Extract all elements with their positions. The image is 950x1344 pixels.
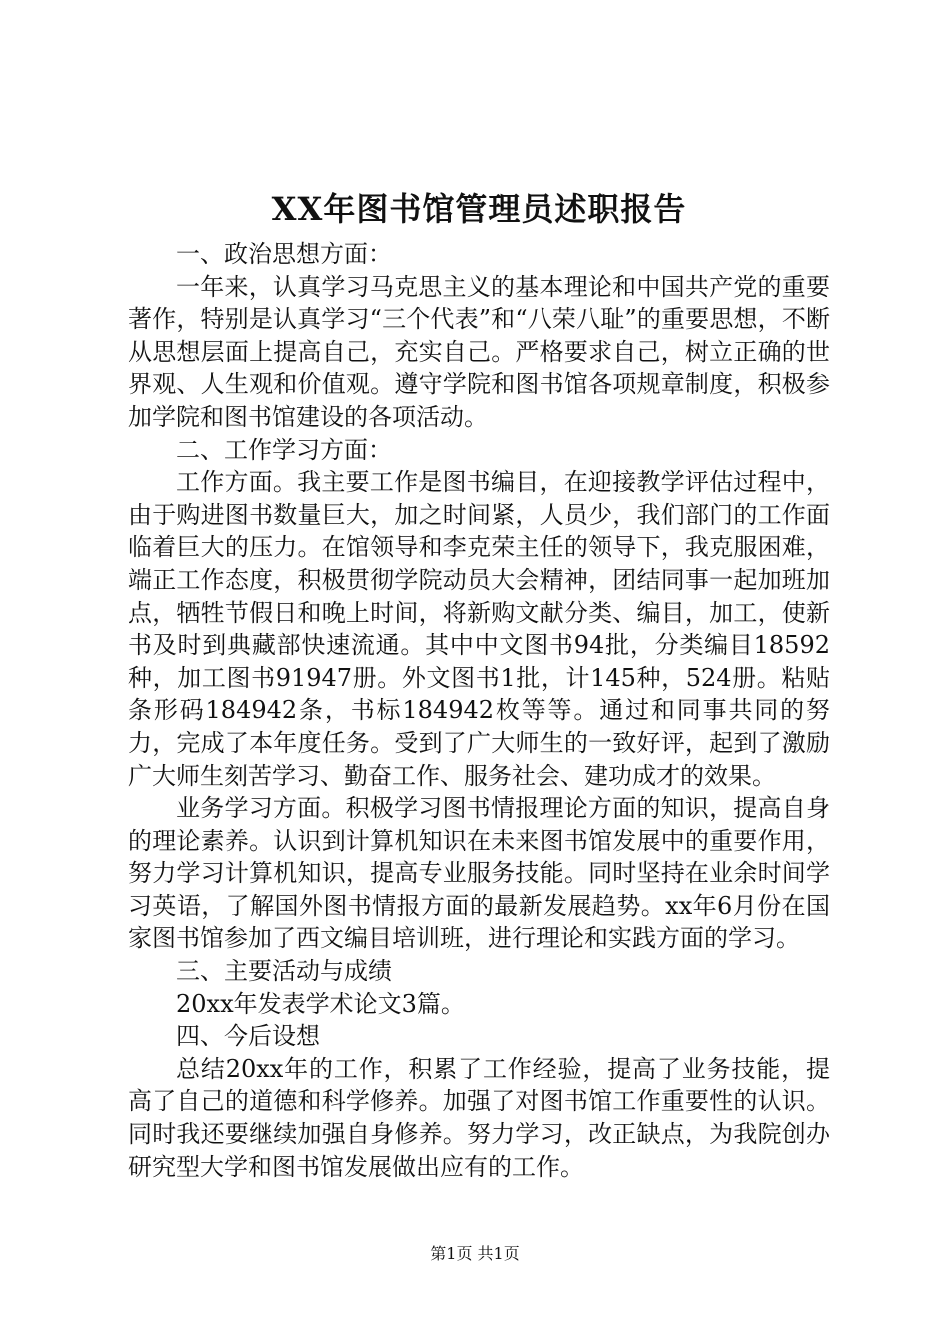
paragraph-plans: 总结20xx年的工作，积累了工作经验，提高了业务技能，提高了自己的道德和科学修养。加强了对图书馆工作重要性的认识。同时我还要继续加强自身修养。努力学习，改正缺点，为我院创办研究型大学和图书馆发展做出应有的工作。 (128, 1054, 830, 1181)
paragraph-work: 工作方面。我主要工作是图书编目，在迎接教学评估过程中，由于购进图书数量巨大，加之时间紧，人员少，我们部门的工作面临着巨大的压力。在馆领导和李克荣主任的领导下，我克服困难，端正工作态度，积极贯彻学院动员大会精神，团结同事一起加班加点，牺牲节假日和晚上时间，将新购文献分类、编目，加工，使新书及时到典藏部快速流通。其中中文图书94批，分类编目18592种，加工图书91947册。外文图书1批，计145种，524册。粘贴条形码184942条，书标184942枚等等。通过和同事共同的努力，完成了本年度任务。受到了广大师生的一致好评，起到了激励广大师生刻苦学习、勤奋工作、服务社会、建功成才的效果。 (128, 468, 830, 790)
document-page (128, 186, 830, 1183)
paragraph-activities: 20xx年发表学术论文3篇。 (176, 989, 465, 1018)
paragraph-study: 业务学习方面。积极学习图书情报理论方面的知识，提高自身的理论素养。认识到计算机知识在未来图书馆发展中的重要作用，努力学习计算机知识，提高专业服务技能。同时坚持在业余时间学习英语，了解国外图书情报方面的最新发展趋势。xx年6月份在国家图书馆参加了西文编目培训班，进行理论和实践方面的学习。 (128, 794, 830, 953)
document-title: XX年图书馆管理员述职报告 (271, 190, 687, 228)
section-heading-politics: 一、政治思想方面： (176, 240, 392, 268)
paragraph-politics: 一年来，认真学习马克思主义的基本理论和中国共产党的重要著作，特别是认真学习“三个代表”和“八荣八耻”的重要思想，不断从思想层面上提高自己，充实自己。严格要求自己，树立正确的世界观、人生观和价值观。遵守学院和图书馆各项规章制度，积极参加学院和图书馆建设的各项活动。 (128, 272, 830, 431)
section-heading-plans: 四、今后设想 (176, 1022, 320, 1051)
page-number: 第1页 共1页 (430, 1244, 520, 1263)
section-heading-activities: 三、主要活动与成绩 (176, 957, 392, 986)
section-heading-work-study: 二、工作学习方面： (176, 435, 392, 464)
